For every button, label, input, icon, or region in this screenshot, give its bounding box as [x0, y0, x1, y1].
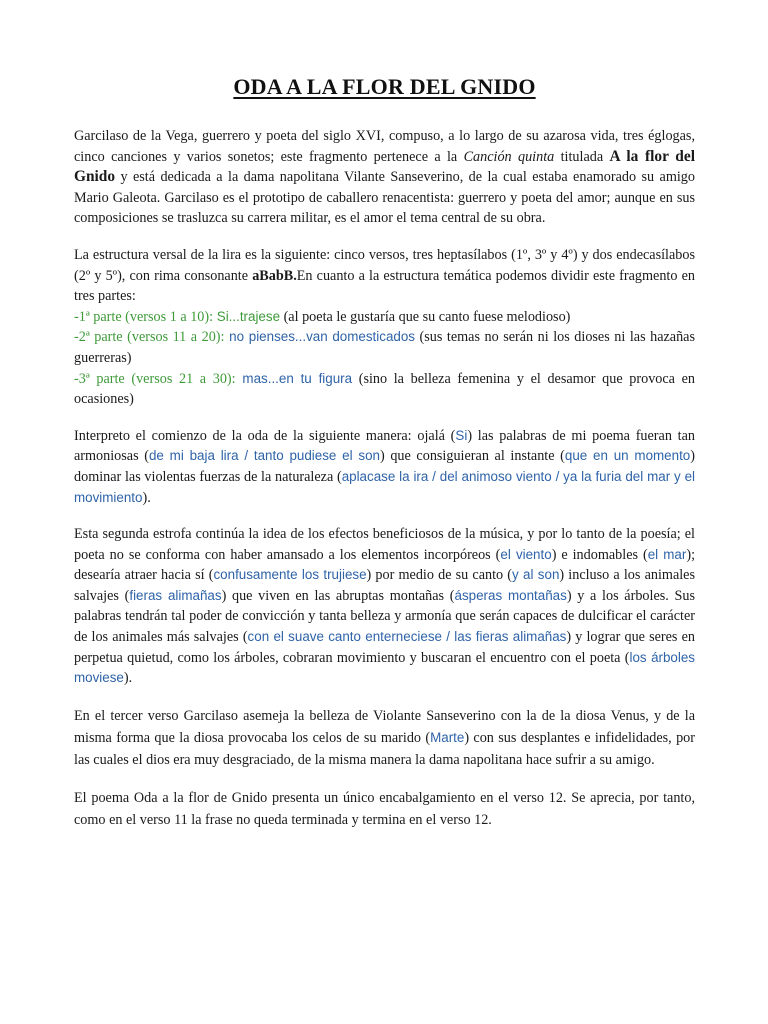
quote: de mi baja lira / tanto pudiese el son	[148, 448, 380, 464]
part-quote: no pienses...van domesticados	[224, 329, 415, 345]
paragraph-enjambment: El poema Oda a la flor de Gnido presenta un único encabalgamiento en el verso 12. Se aprecia, por tanto, como en el verso 11 la frase no queda terminada y termina en el verso 12.	[74, 789, 695, 828]
quote: el viento	[500, 546, 552, 562]
text: Esta segunda estrofa continúa la idea de los efectos beneficiosos de la música, y por lo tanto de la poesía; el poeta no se conforma con haber amansado a los elementos incorpóreos (	[74, 526, 695, 563]
part-desc: (al poeta le gustaría que su canto fuese melodioso)	[280, 308, 571, 325]
part-label: -1ª parte (versos 1 a 10):	[74, 308, 214, 325]
text: ) por medio de su canto (	[366, 567, 513, 584]
text: titulada	[554, 148, 610, 165]
part-desc: (sino la belleza femenina y el desamor que provoca en ocasiones)	[74, 370, 696, 408]
quote: los árboles moviese	[74, 649, 695, 686]
quote: aplacase la ira / del animoso viento / ya la furia del mar y el movimiento	[74, 468, 695, 505]
quote: el mar	[647, 546, 687, 562]
text: ) las palabras de mi poema fueran tan armoniosas (	[74, 427, 695, 465]
part-desc: (sus temas no serán ni los dioses ni las hazañas guerreras)	[74, 329, 696, 366]
quote: Si	[455, 427, 468, 443]
part-item	[74, 327, 695, 368]
text: ); desearía atraer hacia sí (	[74, 546, 696, 584]
paragraph-third-verse	[74, 705, 695, 771]
quote: confusamente los trujiese	[213, 567, 367, 583]
document-title: ODA A LA FLOR DEL GNIDO	[233, 74, 536, 99]
part-quote: Si...trajese	[213, 308, 281, 324]
text: Interpreto el comienzo de la oda de la siguiente manera: ojalá (	[74, 427, 456, 444]
quote: y al son	[512, 567, 560, 583]
text: La estructura versal de la lira es la siguiente: cinco versos, tres heptasílabos (1º, 3º y 4º) y dos endecasílabos (2º y 5º), con rima consonante	[74, 246, 695, 284]
rhyme-scheme: aBabB.	[252, 267, 297, 284]
quote: con el suave canto enterneciese / las fieras alimañas	[247, 629, 567, 645]
italic-text: Canción quinta	[463, 148, 555, 165]
part-item	[74, 369, 695, 410]
part-quote: mas...en tu figura	[235, 370, 353, 386]
text: Garcilaso de la Vega, guerrero y poeta del siglo XVI, compuso, a lo largo de su azarosa vida, tres églogas, cinco canciones y varios sonetos; este fragmento pertenece a la	[74, 128, 695, 165]
text: ) con sus desplantes e infidelidades, por las cuales el dios era muy desgraciado, de la misma manera la dama napolitana hace sufrir a su amigo.	[74, 729, 695, 768]
text: ) que viven en las abruptas montañas (	[221, 587, 455, 604]
paragraph-structure	[74, 245, 695, 307]
text: ) y a los árboles. Sus palabras tendrán tal poder de convicción y tanta belleza y armonía que serán capaces de dulcificar el carácter de los animales más salvajes (	[74, 587, 696, 646]
bold-title: A la flor del Gnido	[74, 147, 695, 186]
text: ).	[123, 670, 133, 687]
text: ) que consiguieran al instante (	[379, 448, 565, 465]
part-label: -2ª parte (versos 11 a 20):	[74, 329, 225, 346]
paragraph-interpretation	[74, 426, 695, 508]
part-label: -3ª parte (versos 21 a 30):	[74, 370, 236, 387]
text: ) y lograr que seres en perpetua quietud, como los árboles, cobraran movimiento y buscaran el encuentro con el poeta (	[74, 629, 695, 666]
quote: Marte	[430, 729, 465, 745]
paragraph-second-stanza	[74, 524, 695, 689]
text: y está dedicada a la dama napolitana Vilante Sanseverino, de la cual estaba enamorado su amigo Mario Galeota. Garcilaso es el prototipo de caballero renacentista: guerrero y poeta del amor; aunque en sus composiciones se trasluzca su carrera militar, es el amor el tema central de su obra.	[74, 169, 695, 227]
quote: que en un momento	[564, 448, 691, 464]
text: ).	[142, 489, 151, 506]
part-item	[74, 307, 695, 328]
text: ) e indomables (	[551, 546, 648, 563]
text: ) dominar las violentas fuerzas de la naturaleza (	[74, 448, 695, 485]
text: ) incluso a los animales salvajes (	[74, 567, 696, 604]
text: En el tercer verso Garcilaso asemeja la belleza de Violante Sanseverino con la de la diosa Venus, y de la misma forma que la diosa provocaba los celos de su marido (	[74, 707, 695, 746]
quote: ásperas montañas	[454, 587, 567, 603]
paragraph-intro	[74, 126, 695, 229]
quote: fieras alimañas	[129, 587, 222, 603]
text: En cuanto a la estructura temática podemos dividir este fragmento en tres partes:	[74, 267, 695, 305]
